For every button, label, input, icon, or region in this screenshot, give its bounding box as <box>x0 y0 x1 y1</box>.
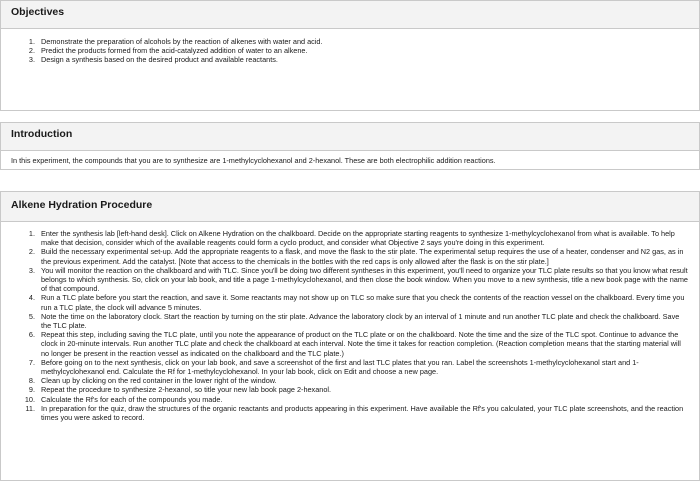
list-item: 4. Run a TLC plate before you start the reaction, and save it. Some reactants may not show up on TLC so make sure that you check the contents of the reaction vessel on the chalkboard. Every time you run a TLC plate, the clock will advance 5 minutes. <box>28 293 685 312</box>
introduction-panel <box>0 122 700 170</box>
procedure-panel <box>0 191 700 481</box>
introduction-heading: Introduction <box>1 123 699 151</box>
list-item: 10. Calculate the Rf's for each of the compounds you made. <box>24 394 223 404</box>
list-item: 8. Clean up by clicking on the red container in the lower right of the window. <box>28 376 277 386</box>
objectives-heading: Objectives <box>1 1 699 29</box>
list-item: 1. Enter the synthesis lab [left-hand desk]. Click on Alkene Hydration on the chalkboard. Decide on the appropriate starting reagents to synthesize 1-methylcyclohexanol from what is available. To help make that decision, consider which of the available reagents could form a cyclo product, and consider what Objective 2 says you're doing in this experiment. <box>28 229 675 248</box>
list-item: 2. Predict the products formed from the acid-catalyzed addition of water to an alkene. <box>28 46 308 55</box>
list-item: 11. In preparation for the quiz, draw the structures of the organic reactants and products appearing in this experiment. Have available the Rf's you calculated, your TLC plate screenshots, and the reaction times you were asked to record. <box>25 403 684 423</box>
list-item: 5. Note the time on the laboratory clock. Start the reaction by turning on the stir plate. Advance the laboratory clock by an interval of 1 minute and run another TLC plate and check the chalkboard. Save the TLC plate. <box>28 311 680 331</box>
introduction-text: In this experiment, the compounds that you are to synthesize are 1-methylcyclohexanol and 2-hexanol. These are both electrophilic addition reactions. <box>11 156 496 165</box>
list-item: 3. Design a synthesis based on the desired product and available reactants. <box>28 55 278 64</box>
list-item: 1. Demonstrate the preparation of alcohols by the reaction of alkenes with water and acid. <box>28 37 323 46</box>
procedure-list <box>11 229 689 422</box>
objectives-list <box>11 37 689 64</box>
list-item: 6. Repeat this step, including saving the TLC plate, until you note the appearance of product on the TLC plate or on the chalkboard. Note the time and the size of the TLC spot. Continue to advance the clock in 20-minute intervals. Run another TLC plate and check the chalkboard at each interval. Note the time it takes for reaction completion. (Reaction completion means that the starting material will no longer be present in the reaction vessel as indicated on the chalkboard and the TLC plate.) <box>28 330 681 358</box>
objectives-panel <box>0 0 700 111</box>
list-item: 3. You will monitor the reaction on the chalkboard and with TLC. Since you'll be doing two different syntheses in this experiment, you'll need to organize your TLC plate results so that you know what result belongs to which synthesis. So, click on your lab book, and title a page 1-methylcyclohexanol, and then close the book window. When you move to a new synthesis, title a new book page with the name of that compound. <box>28 265 688 294</box>
list-item: 7. Before going on to the next synthesis, click on your lab book, and save a screenshot of the first and last TLC plates that you ran. Label the screenshots 1-methylcyclohexanol start and 1-methylcyclohexanol end. Calculate the Rf for 1-methylcyclohexanol. In your lab book, click on Edit and choose a new page. <box>28 357 639 377</box>
list-item: 2. Build the necessary experimental set-up. Add the appropriate reagents to a flask, and move the flask to the stir plate. The experimental setup requires the use of a heater, condenser and N2 gas, as in the previous experiment. Add the catalyst. [Note that access to the chemicals in the bottles with the red caps is only allowed after the flask is on the stir plate.] <box>28 247 684 266</box>
procedure-heading: Alkene Hydration Procedure <box>1 192 699 222</box>
list-item: 9. Repeat the procedure to synthesize 2-hexanol, so title your new lab book page 2-hexanol. <box>28 385 332 395</box>
